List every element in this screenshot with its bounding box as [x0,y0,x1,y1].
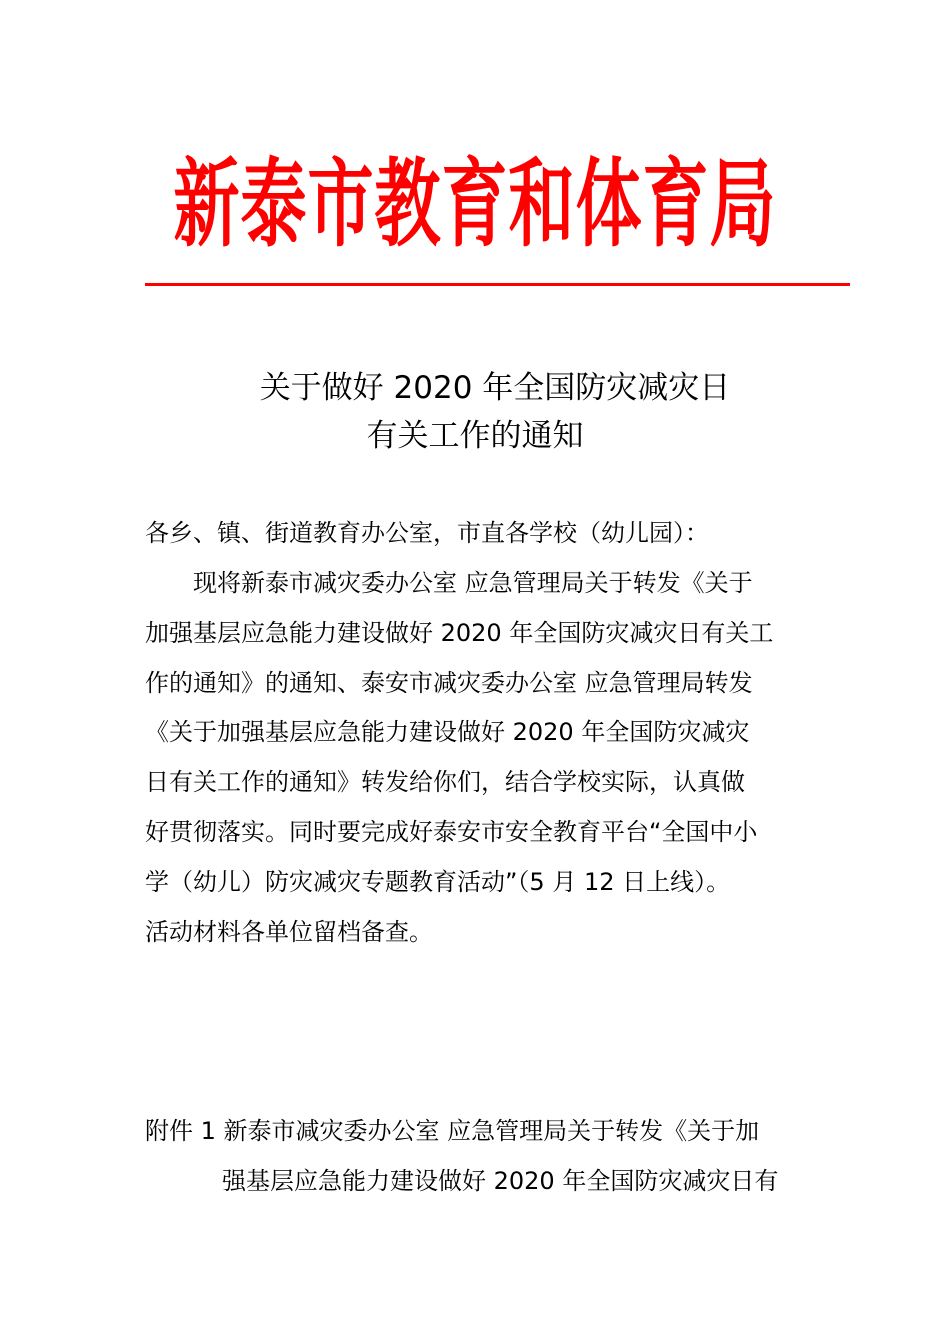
document-title-line-1: 关于做好 2020 年全国防灾减灾日 [259,370,731,406]
body-line-6: 好贯彻落实。同时要完成好泰安市安全教育平台“全国中小 [145,818,758,846]
body-line-3: 作的通知》的通知、泰安市减灾委办公室 应急管理局转发 [145,669,753,697]
document-title-line-2: 有关工作的通知 [366,418,584,454]
attachment-line-2: 强基层应急能力建设做好 2020 年全国防灾减灾日有 [222,1167,779,1195]
body-line-2: 加强基层应急能力建设做好 2020 年全国防灾减灾日有关工 [145,619,774,647]
body-line-1: 现将新泰市减灾委办公室 应急管理局关于转发《关于 [193,569,753,597]
salutation: 各乡、镇、街道教育办公室，市直各学校（幼儿园）： [145,519,709,547]
attachment-line-1: 附件 1 新泰市减灾委办公室 应急管理局关于转发《关于加 [145,1117,760,1145]
body-line-4: 《关于加强基层应急能力建设做好 2020 年全国防灾减灾 [145,718,750,746]
body-line-8: 活动材料各单位留档备查。 [145,918,433,946]
body-line-7: 学（幼儿）防灾减灾专题教育活动”（5 月 12 日上线）。 [145,868,731,896]
red-separator-line [145,283,850,286]
body-line-5: 日有关工作的通知》转发给你们，结合学校实际，认真做 [145,768,745,796]
issuing-authority-header: 新泰市教育和体育局 [173,148,777,261]
